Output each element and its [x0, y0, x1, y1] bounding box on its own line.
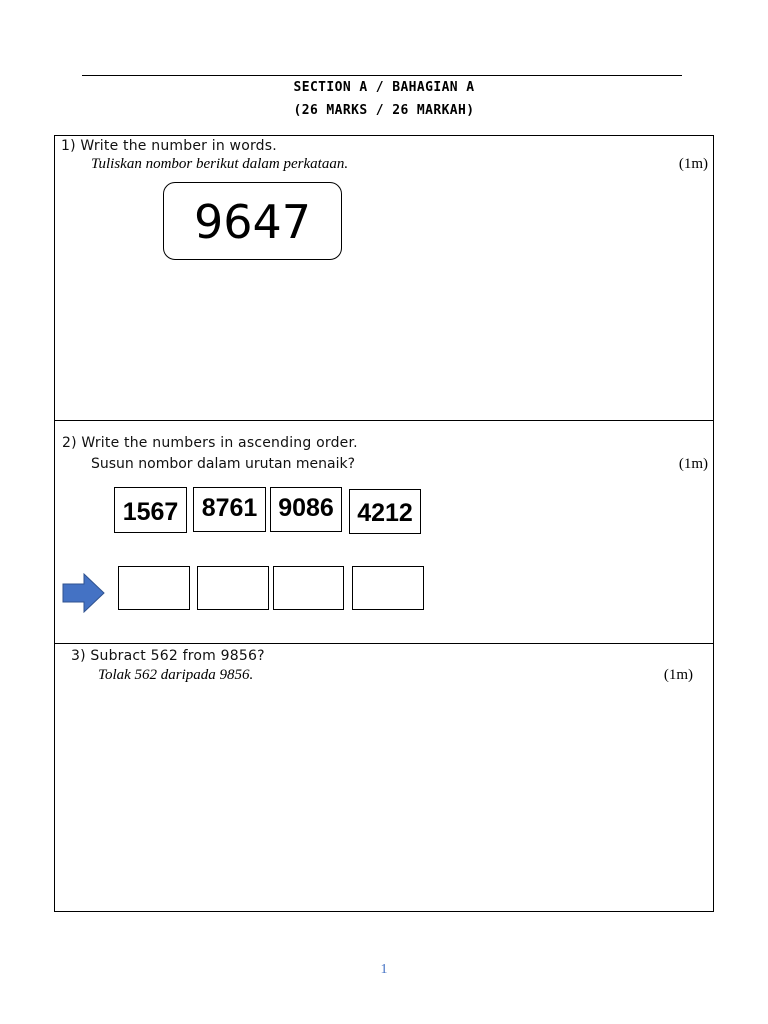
number-card: 8761	[193, 487, 266, 532]
header-rule	[82, 75, 682, 76]
question-frame	[54, 135, 714, 912]
answer-blank[interactable]	[273, 566, 344, 610]
number-card: 1567	[114, 487, 187, 533]
section-title: SECTION A / BAHAGIAN A	[293, 80, 475, 95]
question-divider	[55, 420, 713, 421]
question-3-malay: Tolak 562 daripada 9856.	[98, 667, 254, 683]
question-divider	[55, 643, 713, 644]
question-2-english: 2) Write the numbers in ascending order.	[62, 435, 358, 451]
right-arrow-icon	[62, 573, 106, 613]
answer-blank[interactable]	[197, 566, 269, 610]
question-3-english: 3) Subract 562 from 9856?	[71, 648, 265, 664]
number-card: 9086	[270, 487, 342, 532]
answer-blank[interactable]	[352, 566, 424, 610]
answer-blank[interactable]	[118, 566, 190, 610]
question-3-mark: (1m)	[663, 667, 693, 683]
question-1-malay: Tuliskan nombor berikut dalam perkataan.	[91, 156, 349, 172]
number-card: 4212	[349, 489, 421, 534]
number-box: 9647	[163, 182, 342, 260]
question-1-english: 1) Write the number in words.	[61, 138, 277, 154]
page-number: 1	[380, 962, 388, 977]
question-2-malay: Susun nombor dalam urutan menaik?	[91, 456, 356, 472]
section-marks: (26 MARKS / 26 MARKAH)	[293, 103, 475, 118]
question-2-mark: (1m)	[678, 456, 708, 472]
question-1-mark: (1m)	[678, 156, 708, 172]
